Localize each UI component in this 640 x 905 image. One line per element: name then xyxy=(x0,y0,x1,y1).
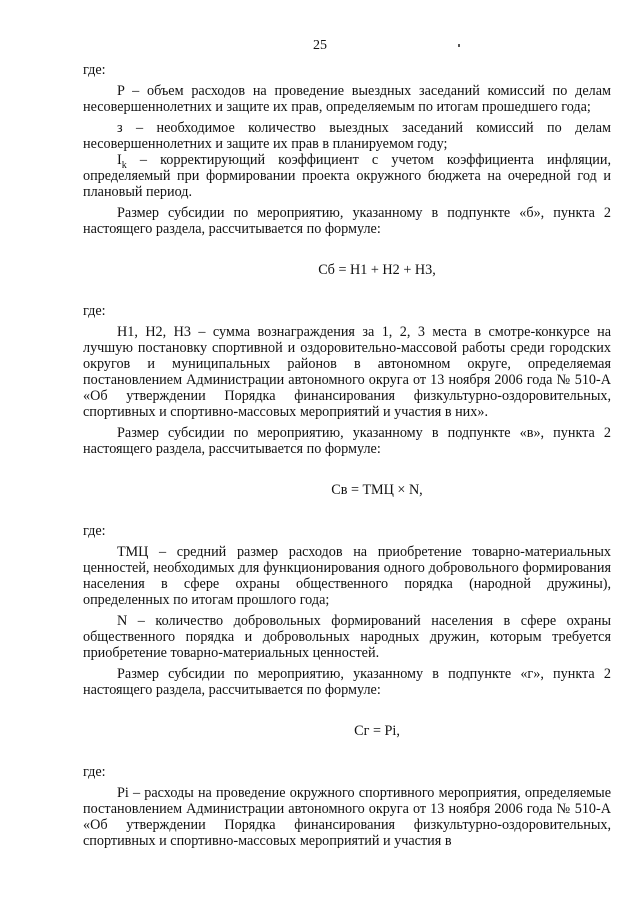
page-number: 25 xyxy=(313,38,327,53)
where-label: где: xyxy=(83,523,106,539)
ik-subscript: k xyxy=(121,159,127,171)
where-label: где: xyxy=(83,303,106,319)
definition-n: N – количество добровольных формирований населения в сфере охраны общественного порядка и добровольных народных дружин, которым требуется приобретение товарно-материальных ценностей. xyxy=(83,613,611,661)
formula-cb: Cб = H1 + H2 + H3, xyxy=(318,262,436,278)
definition-p: P – объем расходов на проведение выездных заседаний комиссий по делам несовершеннолетних и защите их прав, определяемым по итогам прошедшего года; xyxy=(83,83,611,115)
where-label: где: xyxy=(83,62,106,78)
definition-ik xyxy=(83,152,611,200)
definition-h: H1, H2, H3 – сумма вознаграждения за 1, 2, 3 места в смотре-конкурсе на лучшую постановку спортивной и оздоровительно-массовой работы среди городских округов и муниципальных районов в автономном округе, определяемая постановлением Администрации автономного округа от 13 ноября 2006 года № 510-А «Об утверждении Порядка финансирования физкультурно-оздоровительных, спортивных и спортивно-массовых мероприятий и участия в них». xyxy=(83,324,611,420)
formula-intro-v: Размер субсидии по мероприятию, указанному в подпункте «в», пункта 2 настоящего раздела, рассчитывается по формуле: xyxy=(83,425,611,457)
formula-cv: Cв = ТМЦ × N, xyxy=(331,482,423,498)
formula-cg: Cг = Pi, xyxy=(354,723,400,739)
definition-z: з – необходимое количество выездных заседаний комиссий по делам несовершеннолетних и защите их прав в планируемом году; xyxy=(83,120,611,152)
formula-intro-b: Размер субсидии по мероприятию, указанному в подпункте «б», пункта 2 настоящего раздела, рассчитывается по формуле: xyxy=(83,205,611,237)
definition-pi: Pi – расходы на проведение окружного спортивного мероприятия, определяемые постановлением Администрации автономного округа от 13 ноября 2006 года № 510-А «Об утверждении Порядка финансирования физкультурно-оздоровительных, спортивных и спортивно-массовых мероприятий и участия в xyxy=(83,785,611,849)
where-label: где: xyxy=(83,764,106,780)
definition-tmc: ТМЦ – средний размер расходов на приобретение товарно-материальных ценностей, необходимых для функционирования одного добровольного формирования населения в сфере охраны общественного порядка (народной дружины), определенных по итогам прошлого года; xyxy=(83,544,611,608)
ik-symbol: I xyxy=(117,152,122,168)
ik-text: – корректирующий коэффициент с учетом коэффициента инфляции, определяемый при формировании проекта окружного бюджета на очередной год и плановый период. xyxy=(83,152,611,200)
page-content xyxy=(83,62,611,849)
scan-speck xyxy=(458,44,460,47)
formula-intro-g: Размер субсидии по мероприятию, указанному в подпункте «г», пункта 2 настоящего раздела, рассчитывается по формуле: xyxy=(83,666,611,698)
